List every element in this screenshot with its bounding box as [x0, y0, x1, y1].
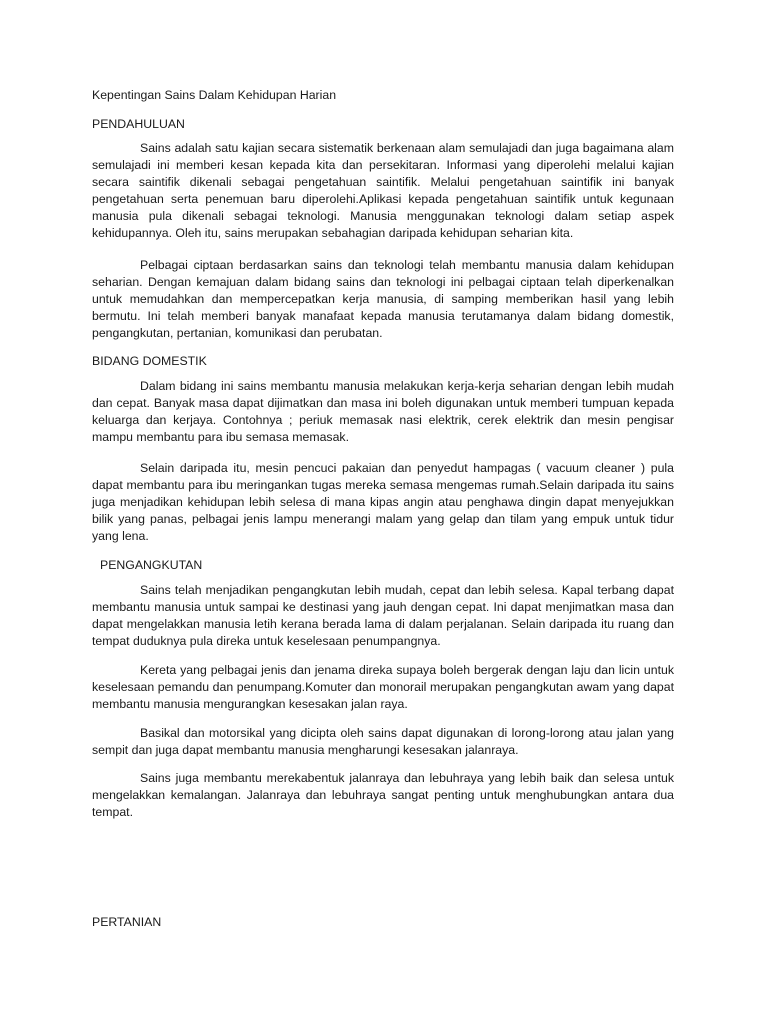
document-title: Kepentingan Sains Dalam Kehidupan Harian [92, 88, 337, 102]
paragraph: Basikal dan motorsikal yang dicipta oleh sains dapat digunakan di lorong-lorong atau jalan yang sempit dan juga dapat membantu manusia mengharungi kesesakan jalanraya. [92, 726, 674, 757]
section-heading-pendahuluan: PENDAHULUAN [92, 117, 185, 131]
paragraph: Dalam bidang ini sains membantu manusia melakukan kerja-kerja seharian dengan lebih mudah dan cepat. Banyak masa dapat dijimatkan dan masa ini boleh digunakan untuk memberi tumpuan kepada keluarga dan kerjaya. Contohnya ; periuk memasak nasi elektrik, cerek elektrik dan mesin pengisar mampu membantu para ibu semasa memasak. [92, 379, 674, 444]
paragraph: Sains juga membantu merekabentuk jalanraya dan lebuhraya yang lebih baik dan selesa untuk mengelakkan kemalangan. Jalanraya dan lebuhraya sangat penting untuk menghubungkan antara dua tempat. [92, 771, 674, 819]
paragraph: Kereta yang pelbagai jenis dan jenama direka supaya boleh bergerak dengan laju dan licin untuk keselesaan pemandu dan penumpang.Komuter dan monorail merupakan pengangkutan awam yang dapat membantu manusia mengurangkan kesesakan jalan raya. [92, 663, 674, 711]
section-heading-pengangkutan: PENGANGKUTAN [100, 558, 203, 572]
section-heading-bidang-domestik: BIDANG DOMESTIK [92, 354, 207, 368]
paragraph: Selain daripada itu, mesin pencuci pakaian dan penyedut hampagas ( vacuum cleaner ) pula dapat membantu para ibu meringankan tugas mereka semasa mengemas rumah.Selain daripada itu sains juga menjadikan kehidupan lebih selesa di mana kipas angin atau penghawa dingin dapat menyejukkan bilik yang panas, pelbagai jenis lampu menerangi malam yang gelap dan tilam yang empuk untuk tidur yang lena. [92, 461, 674, 543]
paragraph: Sains adalah satu kajian secara sistematik berkenaan alam semulajadi dan juga bagaimana alam semulajadi ini memberi kesan kepada kita dan persekitaran. Informasi yang diperolehi melalui kajian secara saintifik dikenali sebagai pengetahuan saintifik. Melalui pengetahuan saintifik ini banyak pengetahuan serta penemuan baru diperolehi.Aplikasi kepada pengetahuan saintifik untuk kegunaan manusia pula dikenali sebagai teknologi. Manusia menggunakan teknologi dalam setiap aspek kehidupannya. Oleh itu, sains merupakan sebahagian daripada kehidupan seharian kita. [92, 141, 674, 240]
paragraph: Sains telah menjadikan pengangkutan lebih mudah, cepat dan lebih selesa. Kapal terbang dapat membantu manusia untuk sampai ke destinasi yang jauh dengan cepat. Ini dapat menjimatkan masa dan dapat mengelakkan manusia letih kerana berada lama di dalam perjalanan. Selain daripada itu ruang dan tempat duduknya pula direka untuk keselesaan penumpangnya. [92, 583, 674, 648]
section-heading-pertanian: PERTANIAN [92, 915, 162, 929]
paragraph: Pelbagai ciptaan berdasarkan sains dan teknologi telah membantu manusia dalam kehidupan seharian. Dengan kemajuan dalam bidang sains dan teknologi ini pelbagai ciptaan telah diperkenalkan untuk memudahkan dan mempercepatkan kerja manusia, di samping memberikan hasil yang lebih bermutu. Ini telah memberi banyak manafaat kepada manusia terutamanya dalam bidang domestik, pengangkutan, pertanian, komunikasi dan perubatan. [92, 258, 674, 340]
